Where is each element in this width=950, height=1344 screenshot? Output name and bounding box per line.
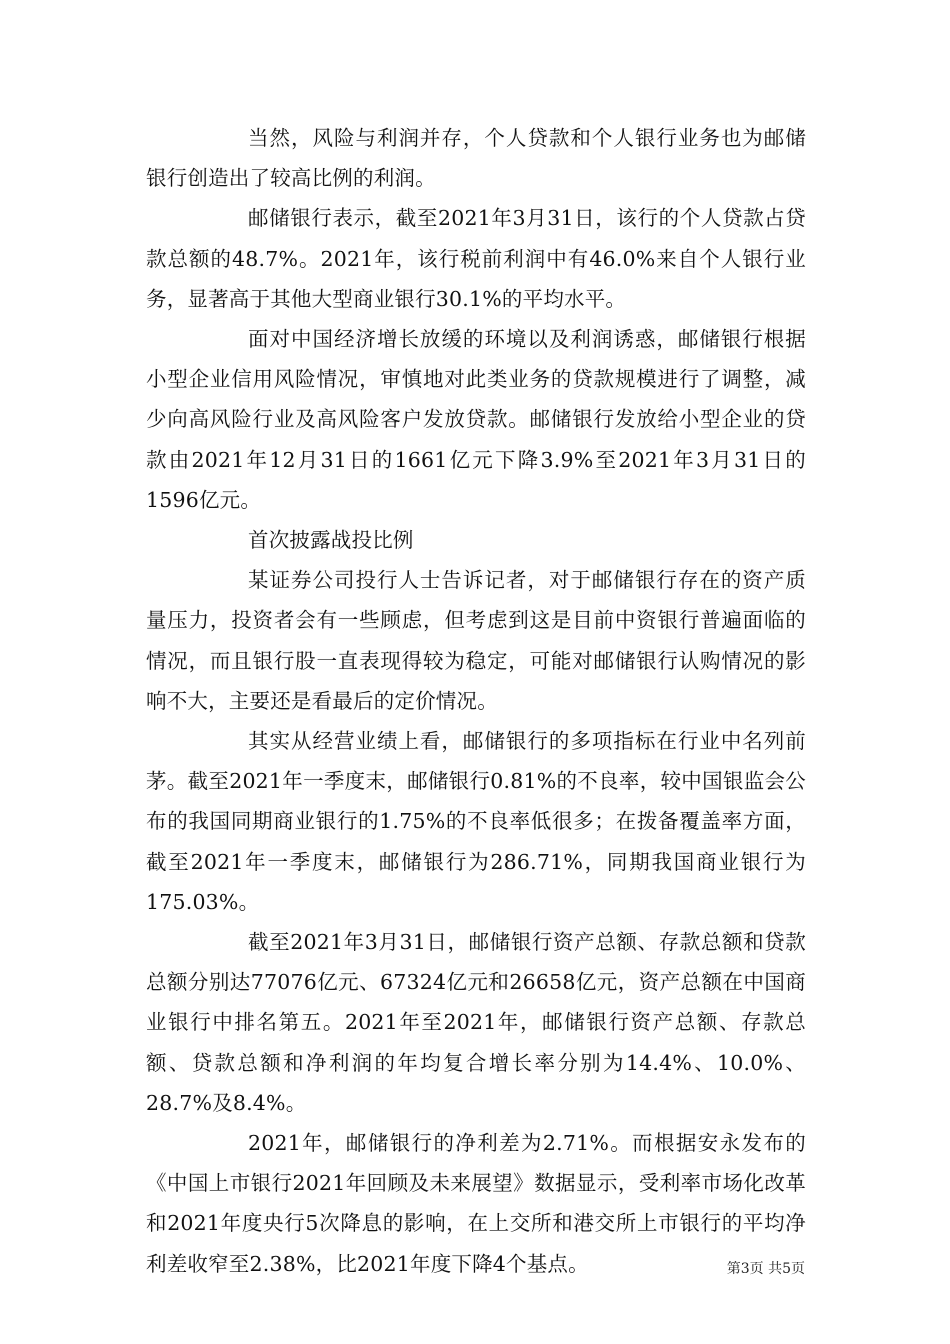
paragraph-3: 面对中国经济增长放缓的环境以及利润诱惑，邮储银行根据小型企业信用风险情况，审慎地对此类业务的贷款规模进行了调整，减少向高风险行业及高风险客户发放贷款。邮储银行发放给小型企业的贷款由2021年12月31日的1661亿元下降3.9%至2021年3月31日的1596亿元。	[146, 327, 806, 512]
section-heading: 首次披露战投比例	[248, 528, 414, 553]
page-number-footer: 第3页 共5页	[726, 1261, 805, 1277]
paragraph-5: 其实从经营业绩上看，邮储银行的多项指标在行业中名列前茅。截至2021年一季度末，邮储银行0.81%的不良率，较中国银监会公布的我国同期商业银行的1.75%的不良率低很多；在拨备覆盖率方面，截至2021年一季度末，邮储银行为286.71%，同期我国商业银行为175.03%。	[146, 729, 806, 914]
paragraph-6: 截至2021年3月31日，邮储银行资产总额、存款总额和贷款总额分别达77076亿元、67324亿元和26658亿元，资产总额在中国商业银行中排名第五。2021年至2021年，邮储银行资产总额、存款总额、贷款总额和净利润的年均复合增长率分别为14.4%、10.0%、28.7%及8.4%。	[146, 930, 806, 1115]
paragraph-7: 2021年，邮储银行的净利差为2.71%。而根据安永发布的《中国上市银行2021年回顾及未来展望》数据显示，受利率市场化改革和2021年度央行5次降息的影响，在上交所和港交所上市银行的平均净利差收窄至2.38%，比2021年度下降4个基点。	[146, 1131, 806, 1276]
paragraph-1: 当然，风险与利润并存，个人贷款和个人银行业务也为邮储银行创造出了较高比例的利润。	[146, 126, 806, 191]
document-body	[146, 118, 806, 1284]
paragraph-4: 某证券公司投行人士告诉记者，对于邮储银行存在的资产质量压力，投资者会有一些顾虑，但考虑到这是目前中资银行普遍面临的情况，而且银行股一直表现得较为稳定，可能对邮储银行认购情况的影响不大，主要还是看最后的定价情况。	[146, 568, 806, 713]
paragraph-2: 邮储银行表示，截至2021年3月31日，该行的个人贷款占贷款总额的48.7%。2021年，该行税前利润中有46.0%来自个人银行业务，显著高于其他大型商业银行30.1%的平均水平。	[146, 206, 806, 311]
